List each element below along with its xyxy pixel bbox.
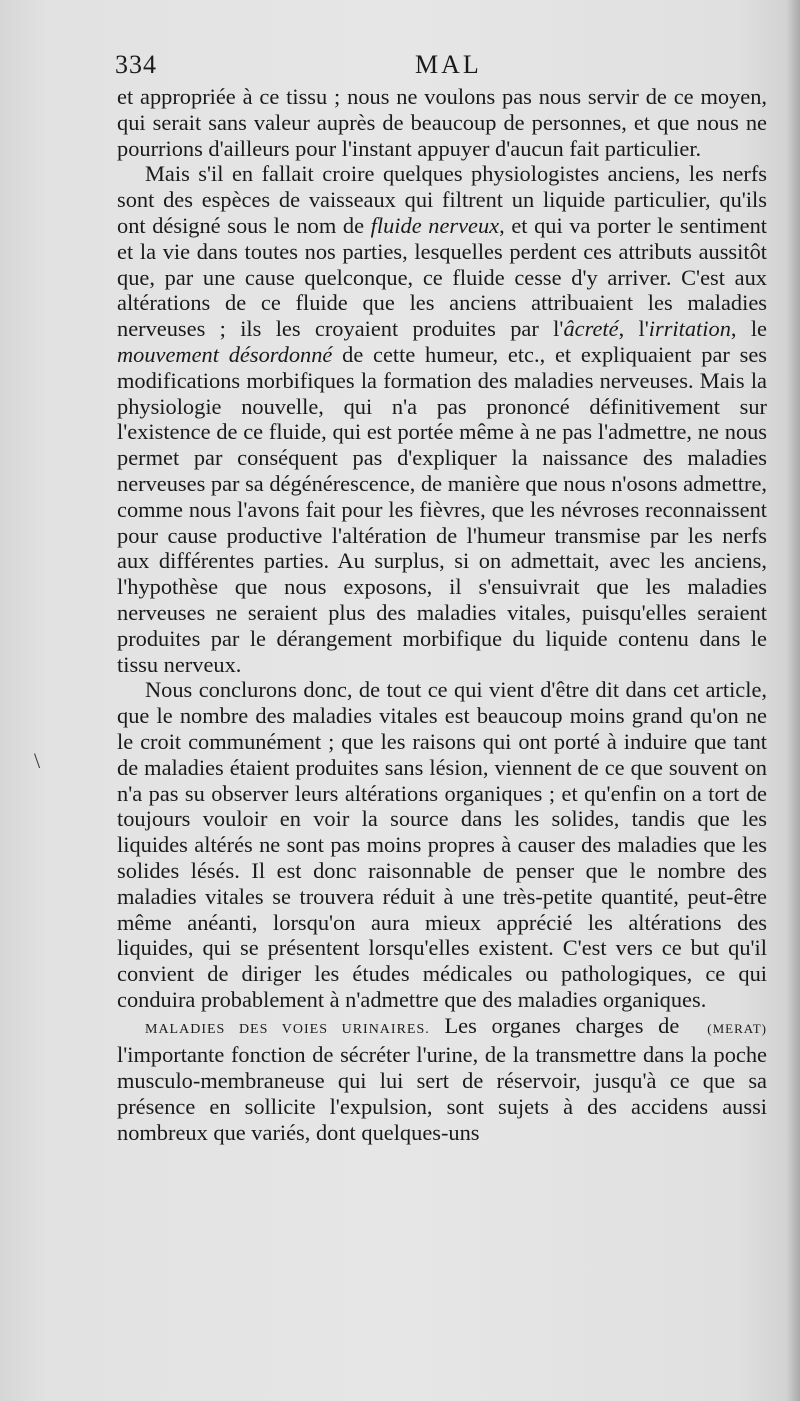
author-signature: (MERAT) bbox=[707, 1020, 767, 1036]
page-number: 334 bbox=[115, 50, 157, 79]
italic-term: fluide nerveux bbox=[370, 212, 500, 238]
paragraph-text: et appropriée à ce tissu ; nous ne voulons pas nous servir de ce moyen, qui serait sans valeur auprès de beaucoup de personnes, et que nous ne pourrions d'ailleurs pour l'instant appuyer d'aucun fait particulier. bbox=[117, 84, 767, 161]
paragraph-urinary-diseases bbox=[117, 1013, 767, 1146]
section-heading: MALADIES DES VOIES URINAIRES. bbox=[145, 1021, 430, 1037]
margin-mark: \ bbox=[34, 748, 41, 773]
italic-term: irritation bbox=[648, 316, 731, 342]
running-head: MAL bbox=[415, 50, 482, 79]
paragraph-text: Les organes charges de l'importante fonction de sécréter l'urine, de la transmettre dans la poche musculo-membraneuse qui lui sert de réservoir, jusqu'à ce que sa présence en sollicite l'expulsion, sont sujets à des accidens aussi nombreux que variés, dont quelques-uns bbox=[117, 1012, 767, 1145]
paragraph-text: Nous conclurons donc, de tout ce qui vient d'être dit dans cet article, que le nombre des maladies vitales est beaucoup moins grand qu'on ne le croit communément ; que les raisons qui ont porté à induire que tant de maladies étaient produites sans lésion, viennent de ce que souvent on n'a pas su observer leurs altérations organiques ; et qu'enfin on a tort de toujours vouloir en voir la source dans les solides, tandis que les liquides altérés ne sont pas moins propres à causer des maladies que les solides lésés. Il est donc raisonnable de penser que le nombre des maladies vitales se trouvera réduit à une très-petite quantité, peut-être même anéanti, lorsqu'on aura mieux apprécié les altérations des liquides, qui se présentent lorsqu'elles existent. C'est vers ce but qu'il convient de diriger les études médicales ou pathologiques, ce qui conduira probablement à n'admettre que des maladies organiques. bbox=[117, 677, 767, 1012]
body-text bbox=[117, 84, 767, 1146]
paragraph-text: , l' bbox=[618, 316, 649, 342]
paragraph-text: , et qui va porter le sentiment et la vie dans toutes nos parties, lesquelles perdent ces attributs aussitôt que, par une cause quelconque, ce fluide cesse d'y arriver. C'est aux altérations de ce fluide que les anciens attribuaient les maladies nerveuses ; ils les croyaient produites par l' bbox=[117, 212, 767, 342]
paragraph-continuation bbox=[117, 84, 767, 161]
italic-term: mouvement désordonné bbox=[117, 341, 333, 367]
italic-term: âcreté bbox=[563, 316, 619, 342]
page-edge-shadow bbox=[786, 0, 800, 1401]
paragraph-nervous-fluid bbox=[117, 161, 767, 677]
paragraph-text: , le bbox=[730, 316, 767, 342]
page-header bbox=[115, 50, 765, 84]
paragraph-text: Mais s'il en fallait croire quelques physiologistes anciens, les nerfs sont des espèces de vaisseaux qui filtrent un liquide particulier, qu'ils ont désigné sous le nom de bbox=[117, 161, 767, 238]
paragraph-text: de cette humeur, etc., et expliquaient par ses modifications morbifiques la formation des maladies nerveuses. Mais la physiologie nouvelle, qui n'a pas prononcé définitivement sur l'existence de ce fluide, qui est portée même à ne pas l'admettre, ne nous permet par conséquent pas d'expliquer la naissance des maladies nerveuses par sa dégénérescence, de manière que nous n'osons admettre, comme nous l'avons fait pour les fièvres, que les névroses reconnaissent pour cause productive l'altération de l'humeur transmise par les nerfs aux différentes parties. Au surplus, si on admettait, avec les anciens, l'hypothèse que nous exposons, il s'ensuivrait que les maladies nerveuses ne seraient plus des maladies vitales, puisqu'elles seraient produites par le dérangement morbifique du liquide contenu dans le tissu nerveux. bbox=[117, 341, 768, 677]
